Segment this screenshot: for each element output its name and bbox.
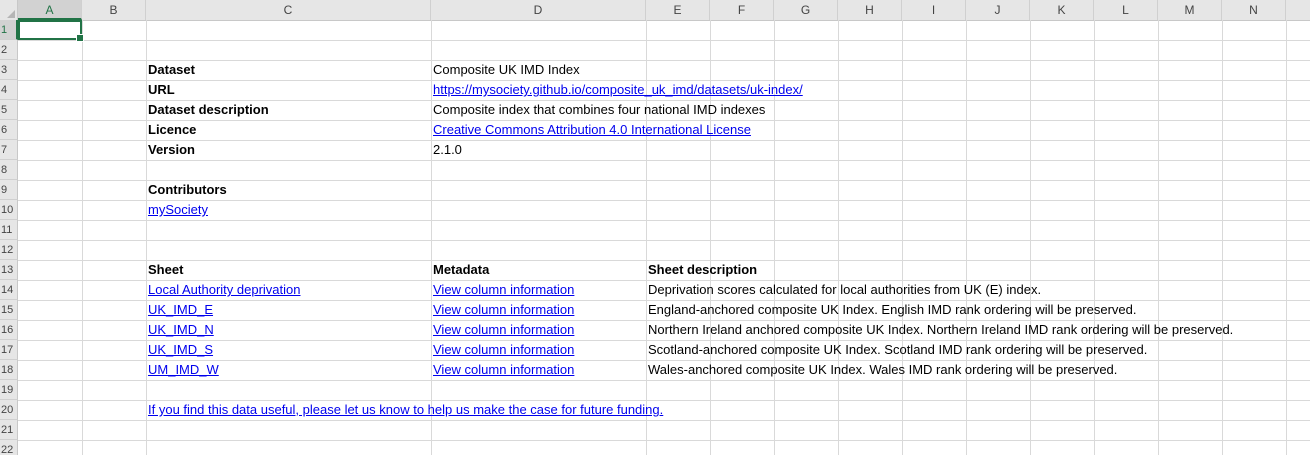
column-header-h[interactable]: H [838,0,902,20]
fill-handle[interactable] [76,34,84,42]
column-header-g[interactable]: G [774,0,838,20]
row-header-10[interactable]: 10 [0,200,18,220]
description-value[interactable]: Composite index that combines four national IMD indexes [433,102,766,117]
row-header-18[interactable]: 18 [0,360,18,380]
column-header-b[interactable]: B [82,0,146,20]
row-header-1[interactable]: 1 [0,20,18,40]
column-header-f[interactable]: F [710,0,774,20]
gridline [1158,20,1159,455]
contributors-heading[interactable]: Contributors [148,182,227,197]
gridline [1286,20,1287,455]
sheet-link-uk-imd-s[interactable]: UK_IMD_S [148,342,214,357]
version-value[interactable]: 2.1.0 [433,142,462,157]
row-header-8[interactable]: 8 [0,160,18,180]
column-header-i[interactable]: I [902,0,966,20]
column-header-k[interactable]: K [1030,0,1094,20]
gridline [1030,20,1031,455]
column-header-m[interactable]: M [1158,0,1222,20]
column-header-j[interactable]: J [966,0,1030,20]
sheet-description[interactable]: Northern Ireland anchored composite UK Index. Northern Ireland IMD rank ordering will be preserved. [648,322,1234,337]
licence-link[interactable]: Creative Commons Attribution 4.0 International License [433,122,751,137]
gridline [902,20,903,455]
gridline [1094,20,1095,455]
gridline [18,420,1310,421]
column-header-partial [1286,0,1310,20]
gridline [18,40,1310,41]
gridline [18,160,1310,161]
row-header-6[interactable]: 6 [0,120,18,140]
gridline [838,20,839,455]
column-header-l[interactable]: L [1094,0,1158,20]
licence-label[interactable]: Licence [148,122,197,137]
row-header-7[interactable]: 7 [0,140,18,160]
contributor-link[interactable]: mySociety [148,202,208,217]
dataset-value[interactable]: Composite UK IMD Index [433,62,580,77]
row-header-20[interactable]: 20 [0,400,18,420]
select-all-corner[interactable] [0,0,18,20]
active-cell-a1[interactable] [18,20,82,40]
select-all-triangle-icon [7,10,15,18]
gridline [18,240,1310,241]
sheet-description[interactable]: England-anchored composite UK Index. English IMD rank ordering will be preserved. [648,302,1137,317]
sheet-link-uk-imd-e[interactable]: UK_IMD_E [148,302,214,317]
description-label[interactable]: Dataset description [148,102,269,117]
row-header-16[interactable]: 16 [0,320,18,340]
gridline [18,380,1310,381]
row-header-15[interactable]: 15 [0,300,18,320]
row-header-14[interactable]: 14 [0,280,18,300]
sheet-link-uk-imd-n[interactable]: UK_IMD_N [148,322,214,337]
column-info-link[interactable]: View column information [433,302,575,317]
dataset-label[interactable]: Dataset [148,62,195,77]
row-header-21[interactable]: 21 [0,420,18,440]
column-header-d[interactable]: D [431,0,646,20]
column-info-link[interactable]: View column information [433,362,575,377]
gridline [1222,20,1223,455]
funding-feedback-link[interactable]: If you find this data useful, please let us know to help us make the case for future funding. [148,402,664,417]
sheet-description[interactable]: Scotland-anchored composite UK Index. Scotland IMD rank ordering will be preserved. [648,342,1148,357]
row-header-4[interactable]: 4 [0,80,18,100]
gridline [18,220,1310,221]
row-header-9[interactable]: 9 [0,180,18,200]
row-header-3[interactable]: 3 [0,60,18,80]
row-header-19[interactable]: 19 [0,380,18,400]
column-header-e[interactable]: E [646,0,710,20]
version-label[interactable]: Version [148,142,195,157]
gridline [18,140,1310,141]
row-header-12[interactable]: 12 [0,240,18,260]
column-info-link[interactable]: View column information [433,342,575,357]
table-header-metadata[interactable]: Metadata [433,262,490,277]
table-header-sheet[interactable]: Sheet [148,262,184,277]
gridline [966,20,967,455]
url-link[interactable]: https://mysociety.github.io/composite_uk_imd/datasets/uk-index/ [433,82,803,97]
table-header-description[interactable]: Sheet description [648,262,758,277]
column-info-link[interactable]: View column information [433,322,575,337]
row-header-17[interactable]: 17 [0,340,18,360]
sheet-description[interactable]: Deprivation scores calculated for local authorities from UK (E) index. [648,282,1042,297]
gridline [18,440,1310,441]
sheet-link-um-imd-w[interactable]: UM_IMD_W [148,362,219,377]
column-info-link[interactable]: View column information [433,282,575,297]
url-label[interactable]: URL [148,82,175,97]
column-header-c[interactable]: C [146,0,431,20]
column-header-bar [0,0,1310,21]
sheet-link-local-authority[interactable]: Local Authority deprivation [148,282,301,297]
gridline [18,60,1310,61]
row-header-13[interactable]: 13 [0,260,18,280]
row-header-5[interactable]: 5 [0,100,18,120]
row-header-22[interactable]: 22 [0,440,18,455]
sheet-description[interactable]: Wales-anchored composite UK Index. Wales IMD rank ordering will be preserved. [648,362,1118,377]
row-header-11[interactable]: 11 [0,220,18,240]
gridline [82,20,83,455]
column-header-n[interactable]: N [1222,0,1286,20]
column-header-a[interactable]: A [18,0,82,20]
gridline [18,200,1310,201]
row-header-2[interactable]: 2 [0,40,18,60]
